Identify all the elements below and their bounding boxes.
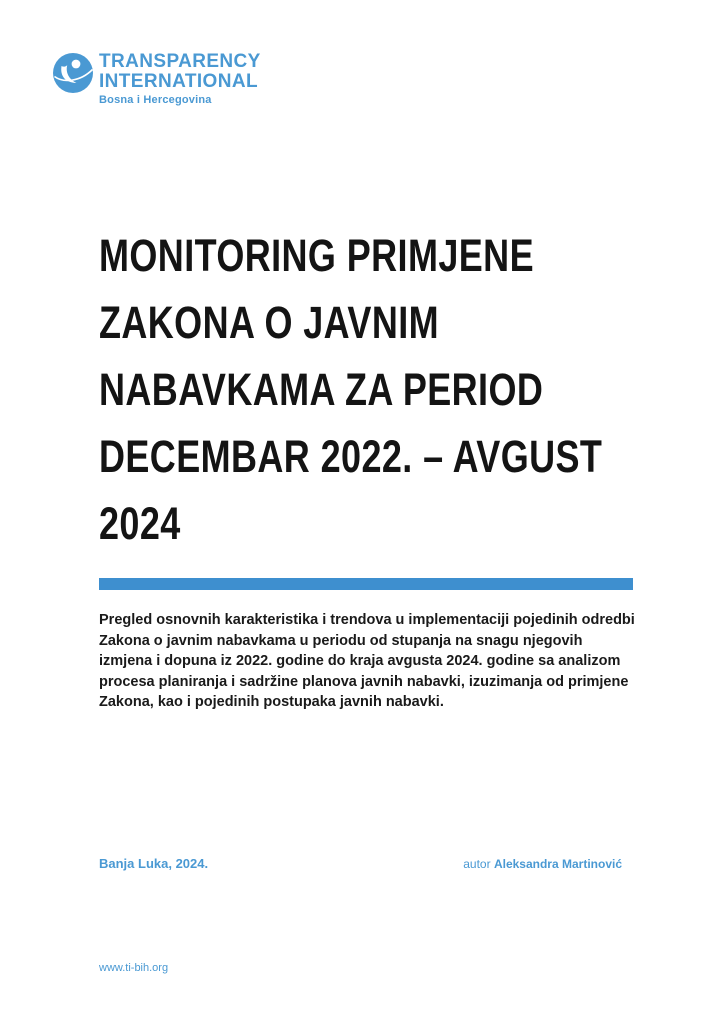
footer (99, 958, 168, 976)
author-name: Aleksandra Martinović (493, 857, 622, 871)
place-date: Banja Luka, 2024. (99, 856, 209, 871)
report-title (99, 222, 602, 557)
website-link[interactable]: www.ti-bih.org (99, 962, 169, 974)
author-label: autor (463, 857, 491, 871)
meta-row (99, 856, 622, 871)
author (463, 857, 622, 871)
title-line-2: ZAKONA O JAVNIM (99, 297, 440, 348)
logo (52, 52, 261, 106)
transparency-international-globe-icon (52, 52, 94, 94)
logo-chapter-name: Bosna i Hercegovina (99, 94, 212, 106)
logo-org-name-line2: INTERNATIONAL (99, 70, 258, 92)
title-line-3: NABAVKAMA ZA PERIOD (99, 364, 544, 415)
divider-bar (99, 578, 633, 590)
logo-text (99, 52, 261, 106)
title-line-5: 2024 (99, 498, 181, 549)
logo-org-name-line1: TRANSPARENCY (99, 51, 261, 72)
report-summary: Pregled osnovnih karakteristika i trendova u implementaciji pojedinih odredbi Zakona o javnim nabavkama u periodu od stupanja na snagu njegovih izmjena i dopuna iz 2022. godine do kraja avgusta 2024. godine sa analizom procesa planiranja i sadržine planova javnih nabavki, izuzimanja od primjene Zakona, kao i pojedinih postupaka javnih nabavki. (99, 612, 635, 710)
title-line-1: MONITORING PRIMJENE (99, 230, 534, 281)
title-line-4: DECEMBAR 2022. – AVGUST (99, 431, 603, 482)
